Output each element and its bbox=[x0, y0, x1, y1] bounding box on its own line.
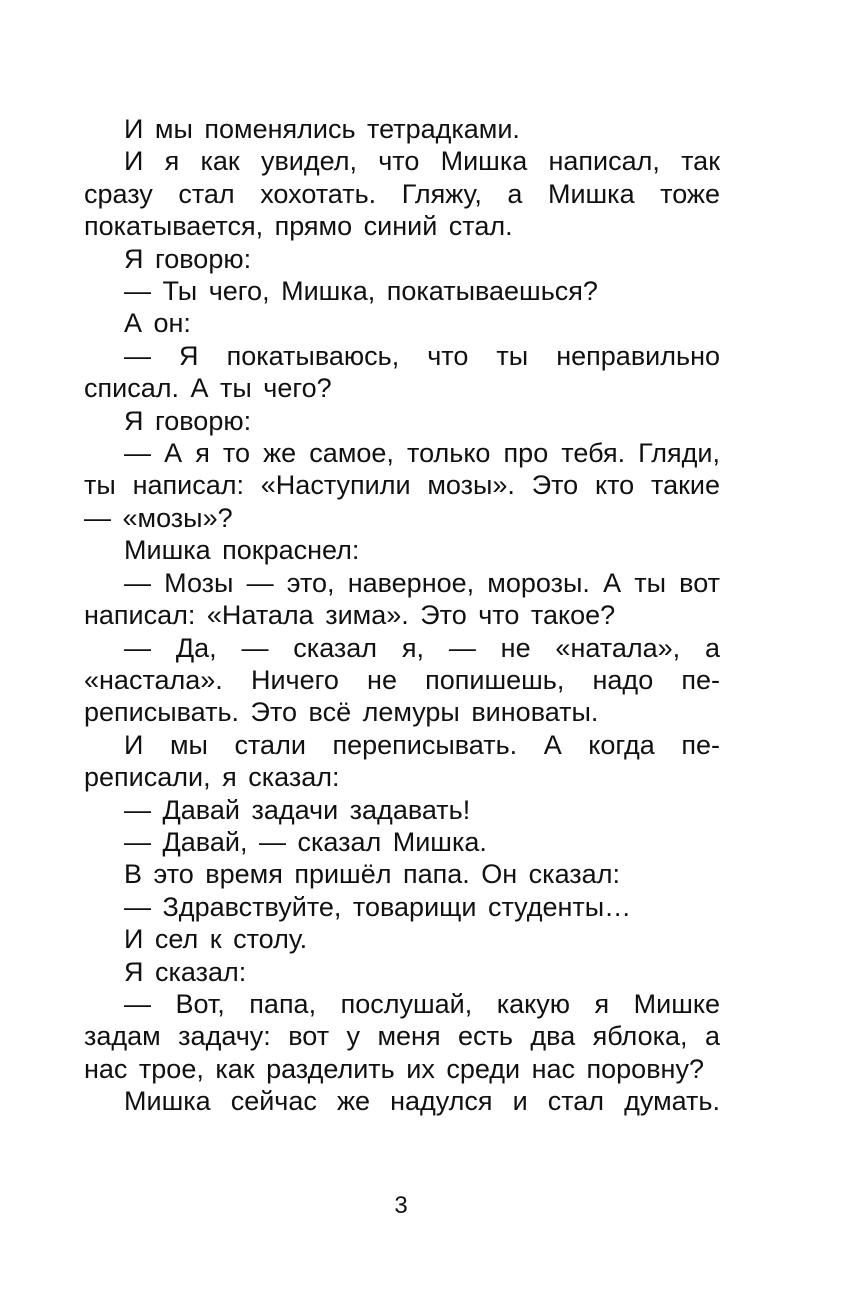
paragraph: В это время пришёл папа. Он сказал: bbox=[124, 859, 620, 890]
paragraph: — Да, — сказал я, — не «натала», а «настала». Ничего не попишешь, надо переписывать. Это всё лемуры виноваты. bbox=[84, 632, 720, 728]
paragraph: Я говорю: bbox=[124, 243, 252, 274]
paragraph: И мы стали переписывать. А когда переписали, я сказал: bbox=[84, 729, 720, 793]
paragraph: — Здравствуйте, товарищи студенты… bbox=[124, 891, 632, 922]
paragraph: И сел к столу. bbox=[124, 924, 308, 955]
page-number: 3 bbox=[394, 1192, 408, 1219]
paragraph: Я говорю: bbox=[124, 405, 252, 436]
paragraph: — Ты чего, Мишка, покатываешься? bbox=[124, 276, 598, 307]
paragraph: — А я то же самое, только про тебя. Гляди, ты написал: «Наступили мозы». Это кто такие — «мозы»? bbox=[84, 438, 720, 533]
paragraph: Я сказал: bbox=[124, 956, 247, 987]
paragraph: — Давай, — сказал Мишка. bbox=[124, 826, 487, 857]
paragraph: И я как увидел, что Мишка написал, так сразу стал хохотать. Гляжу, а Мишка тоже покатывается, прямо синий стал. bbox=[84, 146, 720, 242]
paragraph: Мишка сейчас же надулся и стал думать. bbox=[124, 1086, 720, 1117]
paragraph: — Мозы — это, наверное, морозы. А ты вот написал: «Натала зима». Это что такое? bbox=[84, 567, 720, 631]
paragraph: Мишка покраснел: bbox=[124, 535, 360, 566]
paragraph: И мы поменялись тетрадками. bbox=[124, 114, 520, 144]
paragraph: — Я покатываюсь, что ты неправильно списал. А ты чего? bbox=[84, 340, 720, 404]
paragraph: А он: bbox=[124, 308, 191, 339]
page-text bbox=[84, 113, 720, 1118]
paragraph: — Вот, папа, послушай, какую я Мишке задам задачу: вот у меня есть два яблока, а нас трое, как разделить их среди нас поровну? bbox=[84, 988, 720, 1084]
paragraph: — Давай задачи задавать! bbox=[124, 794, 471, 825]
